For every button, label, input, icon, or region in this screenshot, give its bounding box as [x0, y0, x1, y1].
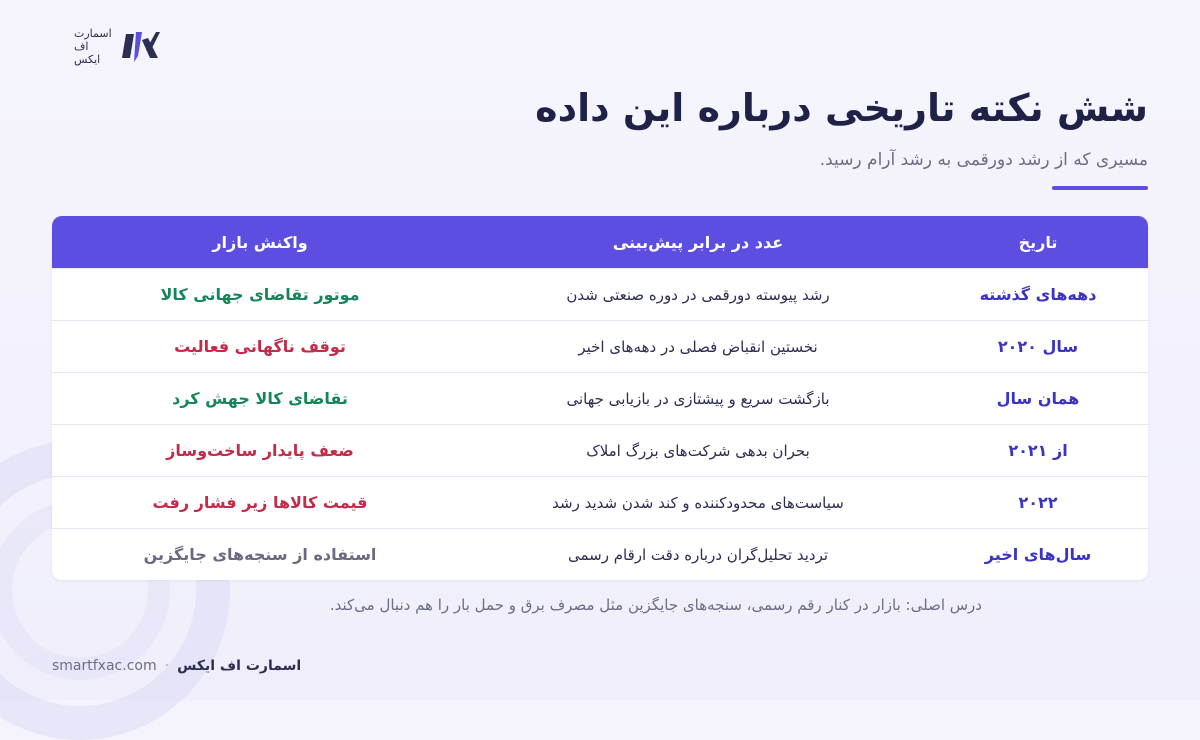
table-row — [52, 320, 1148, 372]
row-date: سال ۲۰۲۰ — [997, 337, 1079, 356]
table-row — [52, 476, 1148, 528]
column-header-reaction: واکنش بازار — [212, 232, 308, 252]
row-event: رشد پیوسته دورقمی در دوره صنعتی شدن — [566, 285, 830, 304]
row-reaction: تقاضای کالا جهش کرد — [172, 389, 348, 408]
table-row — [52, 528, 1148, 580]
row-reaction: قیمت کالاها زیر فشار رفت — [152, 493, 368, 512]
row-reaction: ضعف پایدار ساخت‌وساز — [166, 441, 354, 460]
row-date: از ۲۰۲۱ — [1008, 441, 1068, 460]
row-reaction: توقف ناگهانی فعالیت — [174, 337, 346, 356]
history-table — [52, 216, 1148, 580]
logo-line-1: اسمارت — [74, 26, 112, 40]
row-date: دهه‌های گذشته — [979, 285, 1097, 304]
column-header-date: تاریخ — [1018, 232, 1058, 252]
table-row — [52, 372, 1148, 424]
footer-separator: · — [164, 658, 170, 674]
logo-line-2: اف — [74, 39, 89, 53]
table-row — [52, 268, 1148, 320]
page-subtitle: مسیری که از رشد دورقمی به رشد آرام رسید. — [819, 150, 1148, 170]
logo-line-3: ایکس — [74, 52, 101, 66]
row-date: سال‌های اخیر — [984, 545, 1092, 564]
table-row — [52, 424, 1148, 476]
row-event: تردید تحلیل‌گران درباره دقت ارقام رسمی — [567, 545, 829, 564]
title-underline — [1052, 186, 1148, 190]
row-event: نخستین انقباض فصلی در دهه‌های اخیر — [578, 337, 818, 356]
footer-brand: اسمارت اف ایکس — [177, 658, 302, 674]
table-header — [52, 216, 1148, 268]
row-reaction: موتور تقاضای جهانی کالا — [160, 285, 360, 304]
row-event: بحران بدهی شرکت‌های بزرگ املاک — [586, 441, 810, 460]
logo-text — [74, 27, 112, 66]
row-event: سیاست‌های محدودکننده و کند شدن شدید رشد — [552, 493, 844, 512]
footer — [52, 658, 301, 674]
logo — [74, 26, 160, 66]
lesson-note: درس اصلی: بازار در کنار رقم رسمی، سنجه‌های جایگزین مثل مصرف برق و حمل بار را هم دنبال می‌کند. — [329, 596, 982, 614]
column-header-event: عدد در برابر پیش‌بینی — [612, 232, 784, 252]
page-title: شش نکته تاریخی درباره این داده — [535, 86, 1148, 130]
row-date: همان سال — [996, 389, 1080, 408]
row-date: ۲۰۲۲ — [1018, 493, 1058, 512]
row-event: بازگشت سریع و پیشتازی در بازیابی جهانی — [566, 389, 830, 408]
row-reaction: استفاده از سنجه‌های جایگزین — [143, 545, 377, 564]
logo-mark-icon — [120, 26, 160, 66]
footer-url[interactable]: smartfxac.com — [52, 658, 157, 674]
